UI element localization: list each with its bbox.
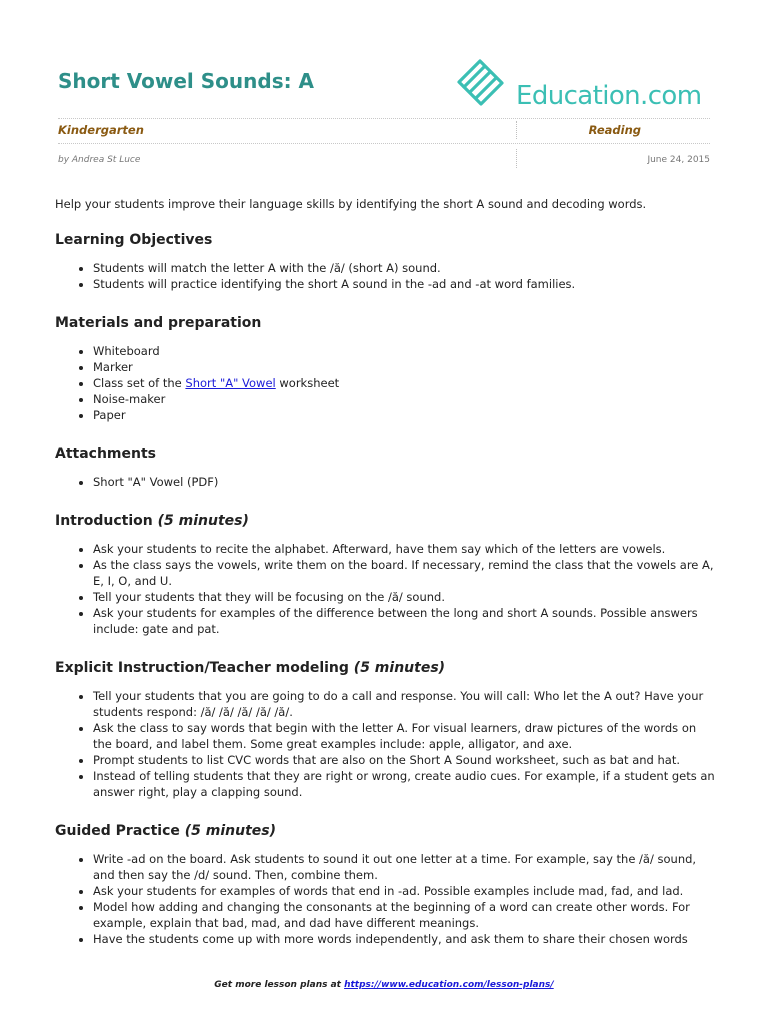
materials-section (55, 314, 715, 423)
lesson-content (55, 196, 715, 969)
list-item: • Ask your students for examples of words that end in -ad. Possible examples include mad, fad, and lad. (93, 883, 715, 899)
page-footer (0, 980, 768, 990)
header-column-divider (516, 121, 517, 139)
header-divider-top (58, 118, 710, 119)
section-heading: Materials and preparation (55, 315, 262, 331)
class-set-prefix: Class set of the (93, 376, 186, 390)
list-item: • Noise-maker (93, 391, 715, 407)
section-duration: (5 minutes) (353, 660, 446, 676)
list-item: • Tell your students that they will be focusing on the /ă/ sound. (93, 589, 715, 605)
list-item: • Marker (93, 359, 715, 375)
list-item: • Write -ad on the board. Ask students to sound it out one letter at a time. For example, say the /ă/ sound, and then say the /d/ sound. Then, combine them. (93, 851, 715, 883)
list-item: • Instead of telling students that they are right or wrong, create audio cues. For example, if a student gets an answer right, play a clapping sound. (93, 768, 715, 800)
list-item: • Ask your students to recite the alphabet. Afterward, have them say which of the letters are vowels. (93, 541, 715, 557)
section-title: Introduction (55, 513, 153, 529)
footer-text: Get more lesson plans at (214, 980, 345, 990)
materials-list (55, 343, 715, 423)
date-label: June 24, 2015 (647, 155, 710, 165)
worksheet-link[interactable]: Short "A" Vowel (185, 376, 276, 390)
attachment-item[interactable]: • Short "A" Vowel (PDF) (93, 474, 715, 490)
attachments-section (55, 445, 715, 490)
section-duration: (5 minutes) (184, 823, 277, 839)
objectives-list (55, 260, 715, 292)
introduction-list (55, 541, 715, 637)
explicit-instruction-list (55, 688, 715, 800)
list-item: • Students will match the letter A with the /ă/ (short A) sound. (93, 260, 715, 276)
introduction-section (55, 512, 715, 637)
section-title: Explicit Instruction/Teacher modeling (55, 660, 349, 676)
list-item: • Have the students come up with more words independently, and ask them to share their chosen words (93, 931, 715, 947)
explicit-instruction-section (55, 659, 715, 800)
header-divider-middle (58, 143, 710, 144)
list-item (93, 375, 715, 391)
learning-objectives-section (55, 231, 715, 292)
list-item: • Prompt students to list CVC words that are also on the Short A Sound worksheet, such as bat and hat. (93, 752, 715, 768)
guided-practice-section (55, 822, 715, 947)
intro-paragraph: Help your students improve their language skills by identifying the short A sound and decoding words. (55, 197, 647, 211)
list-item: • Students will practice identifying the short A sound in the -ad and -at word families. (93, 276, 715, 292)
subject-label: Reading (588, 123, 641, 137)
page-title: Short Vowel Sounds: A (58, 69, 315, 93)
class-set-suffix: worksheet (275, 376, 340, 390)
attachments-list (55, 474, 715, 490)
section-heading (55, 659, 715, 677)
guided-practice-list (55, 851, 715, 947)
grade-label: Kindergarten (58, 123, 144, 137)
list-item: • Tell your students that you are going to do a call and response. You will call: Who let the A out? Have your students respond: /ă/ /ă/ /ă/ /ă/ /ă/. (93, 688, 715, 720)
section-heading (55, 822, 715, 840)
list-item: • As the class says the vowels, write them on the board. If necessary, remind the class that the vowels are A, E, I, O, and U. (93, 557, 715, 589)
education-logo-icon (456, 56, 516, 112)
logo-text: Education.com (516, 81, 702, 111)
section-heading: Learning Objectives (55, 232, 213, 248)
section-heading (55, 512, 715, 530)
list-item: • Ask your students for examples of the difference between the long and short A sounds. Possible answers include: gate and pat. (93, 605, 715, 637)
list-item: • Paper (93, 407, 715, 423)
section-title: Guided Practice (55, 823, 180, 839)
lesson-plans-link[interactable]: https://www.education.com/lesson-plans/ (344, 980, 554, 990)
section-duration: (5 minutes) (157, 513, 249, 529)
section-heading: Attachments (55, 446, 157, 462)
education-logo[interactable] (456, 56, 716, 112)
list-item: • Whiteboard (93, 343, 715, 359)
author-label: by Andrea St Luce (58, 155, 141, 165)
list-item: • Model how adding and changing the consonants at the beginning of a word can create other words. For example, explain that bad, mad, and dad have different meanings. (93, 899, 715, 931)
meta-column-divider (516, 149, 517, 168)
list-item: • Ask the class to say words that begin with the letter A. For visual learners, draw pictures of the words on the board, and label them. Some great examples include: apple, alligator, and axe. (93, 720, 715, 752)
